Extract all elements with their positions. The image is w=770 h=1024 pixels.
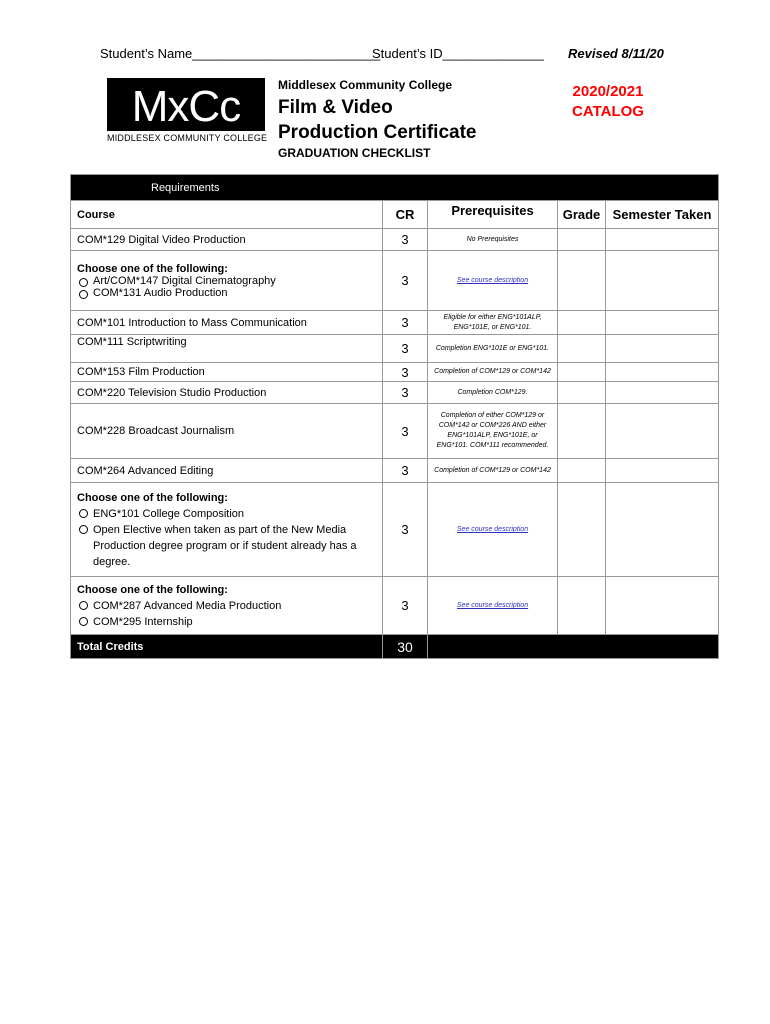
- option-item: ENG*101 College Composition: [77, 506, 380, 522]
- requirements-heading: Requirements: [71, 175, 719, 201]
- course-cell: COM*264 Advanced Editing: [71, 459, 383, 483]
- radio-circle-icon[interactable]: [79, 525, 88, 534]
- semester-cell[interactable]: [606, 311, 719, 335]
- course-cell: [71, 483, 383, 577]
- grade-cell[interactable]: [558, 363, 606, 382]
- logo-subtitle: MIDDLESEX COMMUNITY COLLEGE: [107, 133, 268, 143]
- total-filler: [428, 635, 719, 659]
- table-row: [71, 382, 719, 404]
- prereq-cell: Completion of COM*129 or COM*142: [428, 363, 558, 382]
- course-cell: COM*129 Digital Video Production: [71, 229, 383, 251]
- logo-mark: MxCc: [131, 82, 241, 131]
- grade-cell[interactable]: [558, 483, 606, 577]
- table-row: [71, 251, 719, 311]
- col-semester-header: Semester Taken: [606, 201, 719, 229]
- cr-cell: 3: [383, 311, 428, 335]
- semester-cell[interactable]: [606, 363, 719, 382]
- requirements-table: [70, 174, 719, 659]
- total-row: [71, 635, 719, 659]
- revised-date: Revised 8/11/20: [568, 46, 664, 61]
- table-row: [71, 229, 719, 251]
- option-item: COM*287 Advanced Media Production: [77, 598, 376, 614]
- semester-cell[interactable]: [606, 382, 719, 404]
- cr-cell: 3: [383, 382, 428, 404]
- option-item: COM*131 Audio Production: [77, 287, 376, 299]
- grade-cell[interactable]: [558, 382, 606, 404]
- grade-cell[interactable]: [558, 459, 606, 483]
- student-id-field: Student’s ID______________: [372, 46, 544, 61]
- grade-cell[interactable]: [558, 251, 606, 311]
- radio-circle-icon[interactable]: [79, 278, 88, 287]
- table-header-row: [71, 201, 719, 229]
- prereq-cell: Completion of COM*129 or COM*142: [428, 459, 558, 483]
- program-title: [278, 95, 476, 145]
- cr-cell: 3: [383, 404, 428, 459]
- table-row: [71, 577, 719, 635]
- table-row: [71, 311, 719, 335]
- cr-cell: 3: [383, 577, 428, 635]
- radio-circle-icon[interactable]: [79, 290, 88, 299]
- course-cell: COM*153 Film Production: [71, 363, 383, 382]
- grade-cell[interactable]: [558, 335, 606, 363]
- table-row: [71, 483, 719, 577]
- grade-cell[interactable]: [558, 229, 606, 251]
- checklist-label: GRADUATION CHECKLIST: [278, 146, 431, 160]
- grade-cell[interactable]: [558, 311, 606, 335]
- col-prereq-header: Prerequisites: [428, 201, 558, 229]
- prereq-cell: Completion of either COM*129 or COM*142 or COM*226 AND either ENG*101ALP, ENG*101E, or ENG*101. COM*111 recommended.: [428, 404, 558, 459]
- table-row: [71, 335, 719, 363]
- course-cell: COM*228 Broadcast Journalism: [71, 404, 383, 459]
- choose-heading: Choose one of the following:: [77, 491, 228, 504]
- prereq-link[interactable]: See course description: [428, 577, 558, 635]
- cr-cell: 3: [383, 251, 428, 311]
- cr-cell: 3: [383, 363, 428, 382]
- cr-cell: 3: [383, 483, 428, 577]
- catalog-year-text: 2020/2021: [572, 83, 644, 100]
- option-item: Art/COM*147 Digital Cinematography: [77, 275, 376, 287]
- radio-circle-icon[interactable]: [79, 601, 88, 610]
- student-name-field: Student’s Name__________________________: [100, 46, 381, 61]
- cr-cell: 3: [383, 459, 428, 483]
- option-item: Open Elective when taken as part of the New Media Production degree program or if student already has a degree.: [77, 522, 380, 570]
- prereq-cell: Completion ENG*101E or ENG*101.: [428, 335, 558, 363]
- col-grade-header: Grade: [558, 201, 606, 229]
- course-cell: [71, 251, 383, 311]
- college-name: Middlesex Community College: [278, 78, 453, 92]
- prereq-cell: No Prerequisites: [428, 229, 558, 251]
- catalog-label: CATALOG: [572, 103, 644, 120]
- grade-cell[interactable]: [558, 404, 606, 459]
- grade-cell[interactable]: [558, 577, 606, 635]
- choose-heading: Choose one of the following:: [77, 262, 228, 275]
- col-cr-header: CR: [383, 201, 428, 229]
- college-logo: [107, 78, 268, 149]
- course-cell: [71, 577, 383, 635]
- course-cell: COM*220 Television Studio Production: [71, 382, 383, 404]
- choose-heading: Choose one of the following:: [77, 583, 228, 596]
- table-row: [71, 404, 719, 459]
- col-course-header: Course: [71, 201, 383, 229]
- semester-cell[interactable]: [606, 459, 719, 483]
- catalog-year: [560, 82, 656, 122]
- total-label: Total Credits: [71, 635, 383, 659]
- table-row: [71, 363, 719, 382]
- radio-circle-icon[interactable]: [79, 617, 88, 626]
- cr-cell: 3: [383, 335, 428, 363]
- program-title-line1: Film & Video: [278, 97, 393, 118]
- requirements-bar: [71, 175, 719, 201]
- course-cell: COM*101 Introduction to Mass Communication: [71, 311, 383, 335]
- semester-cell[interactable]: [606, 577, 719, 635]
- semester-cell[interactable]: [606, 483, 719, 577]
- radio-circle-icon[interactable]: [79, 509, 88, 518]
- prereq-link[interactable]: See course description: [428, 251, 558, 311]
- table-row: [71, 459, 719, 483]
- option-item: COM*295 Internship: [77, 614, 376, 630]
- cr-cell: 3: [383, 229, 428, 251]
- semester-cell[interactable]: [606, 404, 719, 459]
- course-cell: COM*111 Scriptwriting: [71, 335, 383, 363]
- prereq-cell: Eligible for either ENG*101ALP, ENG*101E, or ENG*101.: [428, 311, 558, 335]
- semester-cell[interactable]: [606, 335, 719, 363]
- prereq-link[interactable]: See course description: [428, 483, 558, 577]
- semester-cell[interactable]: [606, 251, 719, 311]
- total-credits: 30: [383, 635, 428, 659]
- program-title-line2: Production Certificate: [278, 122, 477, 143]
- semester-cell[interactable]: [606, 229, 719, 251]
- prereq-cell: Completion COM*129.: [428, 382, 558, 404]
